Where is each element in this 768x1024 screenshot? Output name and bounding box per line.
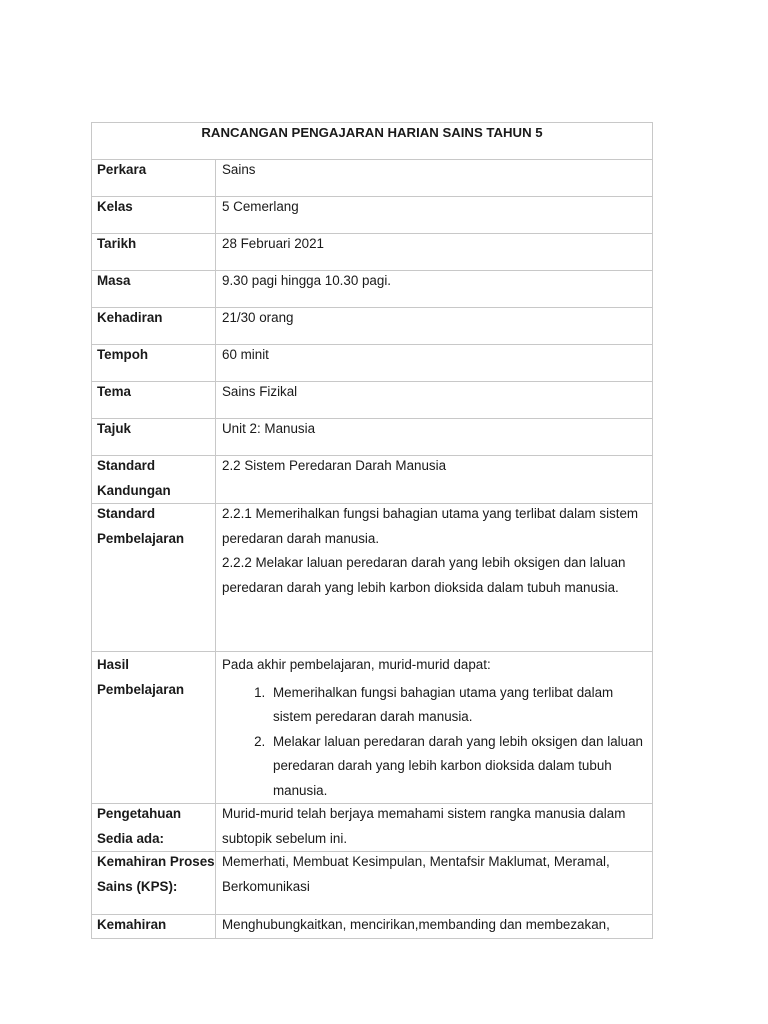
- row-value: Sains: [222, 162, 256, 177]
- row-label: Tajuk: [97, 421, 131, 436]
- row-value: Memerhati, Membuat Kesimpulan, Mentafsir Maklumat, Meramal, Berkomunikasi: [222, 854, 610, 894]
- hasil-pembelajaran-row: [92, 652, 653, 804]
- row-label: Kemahiran: [97, 917, 167, 932]
- document-title: RANCANGAN PENGAJARAN HARIAN SAINS TAHUN 5: [201, 125, 543, 140]
- outcome-list: [222, 681, 652, 804]
- row-value: 21/30 orang: [222, 310, 294, 325]
- table-row: [92, 234, 653, 271]
- row-label: Tempoh: [97, 347, 149, 362]
- row-label: Standard Kandungan: [97, 458, 171, 498]
- row-value: Sains Fizikal: [222, 384, 298, 399]
- standard-pembelajaran-row: [92, 504, 653, 652]
- table-row: [92, 160, 653, 197]
- row-value: Menghubungkaitkan, mencirikan,membanding dan membezakan,: [222, 917, 610, 932]
- row-label: Kelas: [97, 199, 133, 214]
- row-value: 5 Cemerlang: [222, 199, 299, 214]
- table-row: [92, 382, 653, 419]
- row-value: 60 minit: [222, 347, 269, 362]
- row-label: Kehadiran: [97, 310, 163, 325]
- outcome-intro: Pada akhir pembelajaran, murid-murid dapat:: [222, 657, 491, 672]
- row-label: Kemahiran Proses Sains (KPS):: [97, 854, 215, 894]
- list-item: 2. Melakar laluan peredaran darah yang lebih oksigen dan laluan peredaran darah yang lebih karbon dioksida dalam tubuh manusia.: [269, 730, 652, 804]
- table-row: [92, 456, 653, 504]
- row-value: 2.2 Sistem Peredaran Darah Manusia: [222, 458, 447, 473]
- row-value: Murid-murid telah berjaya memahami sistem rangka manusia dalam subtopik sebelum ini.: [222, 806, 626, 846]
- row-value: 28 Februari 2021: [222, 236, 324, 251]
- learning-standard-item: 2.2.2 Melakar laluan peredaran darah yang lebih oksigen dan laluan peredaran darah yang lebih karbon dioksida dalam tubuh manusia.: [222, 555, 626, 595]
- row-label: Pengetahuan Sedia ada:: [97, 806, 182, 846]
- lesson-plan-table: [91, 122, 653, 939]
- table-row: [92, 271, 653, 308]
- list-item: 1. Memerihalkan fungsi bahagian utama yang terlibat dalam sistem peredaran darah manusia.: [269, 681, 652, 730]
- table-row: [92, 419, 653, 456]
- row-label: Standard Pembelajaran: [97, 506, 185, 546]
- row-label: Perkara: [97, 162, 147, 177]
- kps-row: [92, 852, 653, 915]
- row-label: Hasil Pembelajaran: [97, 657, 185, 697]
- learning-standard-item: 2.2.1 Memerihalkan fungsi bahagian utama yang terlibat dalam sistem peredaran darah manusia.: [222, 506, 639, 546]
- table-row: [92, 345, 653, 382]
- table-row: [92, 308, 653, 345]
- row-label: Masa: [97, 273, 131, 288]
- table-row: [92, 197, 653, 234]
- row-value: 9.30 pagi hingga 10.30 pagi.: [222, 273, 392, 288]
- row-label: Tema: [97, 384, 131, 399]
- kemahiran-row: [92, 915, 653, 939]
- pengetahuan-row: [92, 804, 653, 852]
- title-row: [92, 123, 653, 160]
- row-value: Unit 2: Manusia: [222, 421, 316, 436]
- row-label: Tarikh: [97, 236, 137, 251]
